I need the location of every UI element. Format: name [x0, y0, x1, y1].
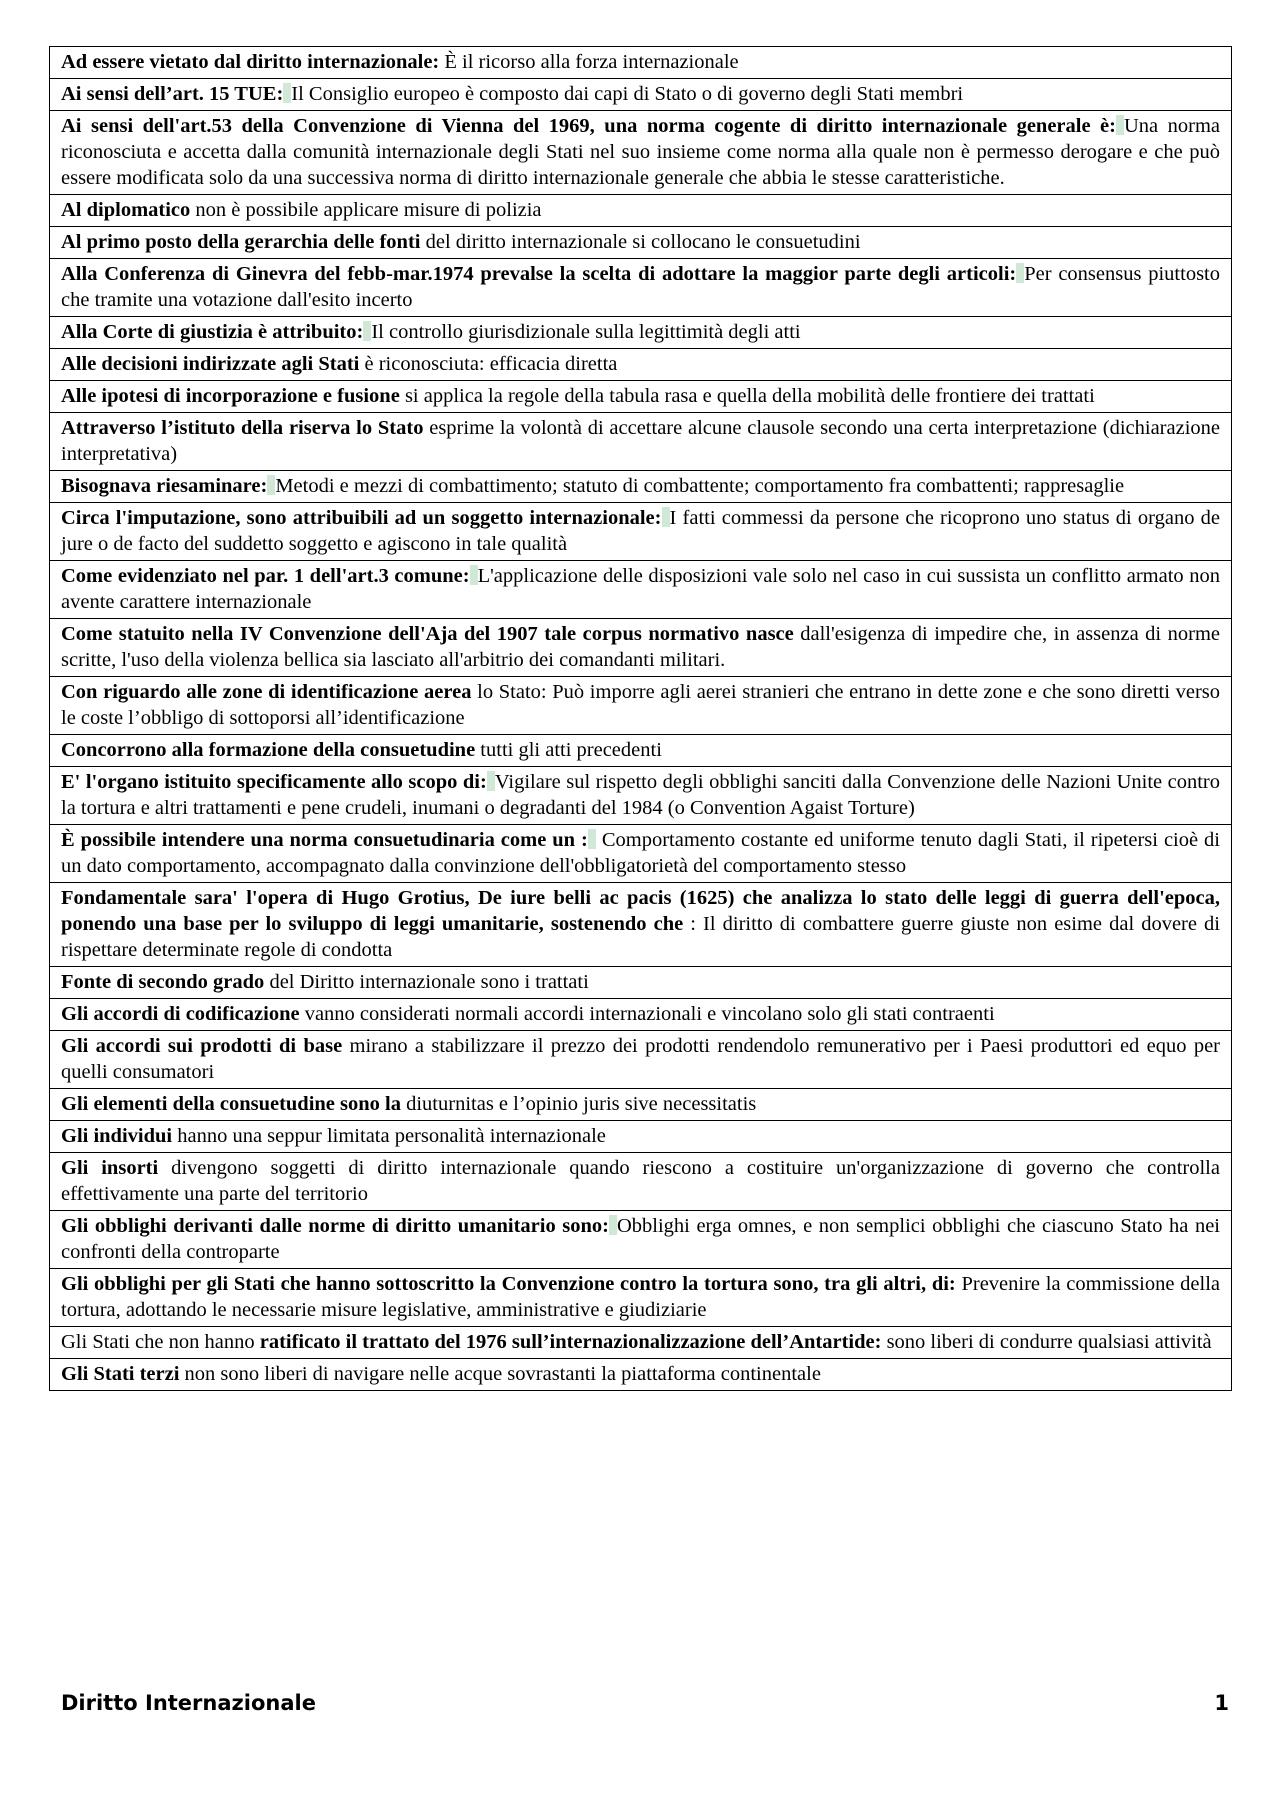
qa-cell	[50, 349, 1232, 381]
question-text: Gli accordi sui prodotti di base	[61, 1035, 343, 1057]
question-text: Ai sensi dell'art.53 della Convenzione di Vienna del 1969, una norma cogente di diritto internazionale generale è:	[61, 115, 1116, 137]
question-text: Come evidenziato nel par. 1 dell'art.3 comune:	[61, 565, 470, 587]
answer-text: divengono soggetti di diritto internazionale quando riescono a costituire un'organizzazione di governo che controlla effettivamente una parte del territorio	[61, 1157, 1220, 1205]
qa-sheet	[49, 46, 1232, 1391]
answer-text: : Il diritto di combattere guerre giuste non esime dal dovere di rispettare determinate regole di condotta	[61, 913, 1220, 961]
question-text: Alle ipotesi di incorporazione e fusione	[61, 385, 400, 407]
qa-cell	[50, 381, 1232, 413]
qa-cell	[50, 619, 1232, 677]
table-row	[50, 619, 1232, 677]
table-row	[50, 561, 1232, 619]
answer-text: si applica la regole della tabula rasa e quella della mobilità delle frontiere dei trattati	[399, 385, 1095, 407]
highlight-marker	[470, 565, 478, 585]
qa-cell	[50, 767, 1232, 825]
table-row	[50, 503, 1232, 561]
table-row	[50, 1269, 1232, 1327]
answer-text: È il ricorso alla forza internazionale	[439, 51, 739, 73]
qa-cell	[50, 1031, 1232, 1089]
table-row	[50, 767, 1232, 825]
table-row	[50, 1359, 1232, 1391]
answer-text: Comportamento costante ed uniforme tenuto dagli Stati, il ripetersi cioè di un dato comportamento, accompagnato dalla convinzione dell'obbligatorietà del comportamento stesso	[61, 829, 1220, 877]
qa-cell	[50, 503, 1232, 561]
footer-title: Diritto Internazionale	[61, 1691, 316, 1715]
table-row	[50, 677, 1232, 735]
table-row	[50, 317, 1232, 349]
question-text: Alle decisioni indirizzate agli Stati	[61, 353, 360, 375]
highlight-marker	[662, 507, 670, 527]
table-row	[50, 79, 1232, 111]
table-row	[50, 259, 1232, 317]
table-row	[50, 1089, 1232, 1121]
question-text: Attraverso l’istituto della riserva lo Stato	[61, 417, 424, 439]
table-row	[50, 1211, 1232, 1269]
answer-text: I fatti commessi da persone che ricoprono uno status di organo de jure o de facto del suddetto soggetto e agiscono in tale qualità	[61, 507, 1221, 555]
question-text: Concorrono alla formazione della consuetudine	[61, 739, 476, 761]
qa-cell	[50, 561, 1232, 619]
table-row	[50, 825, 1232, 883]
qa-cell	[50, 999, 1232, 1031]
question-text: Ad essere vietato dal diritto internazionale:	[61, 51, 440, 73]
question-text: Alla Conferenza di Ginevra del febb-mar.1974 prevalse la scelta di adottare la maggior parte degli articoli:	[61, 263, 1017, 285]
table-row	[50, 47, 1232, 79]
question-text: Come statuito nella IV Convenzione dell'Aja del 1907 tale corpus normativo nasce	[61, 623, 794, 645]
answer-text: L'applicazione delle disposizioni vale solo nel caso in cui sussista un conflitto armato non avente carattere internazionale	[61, 565, 1220, 613]
table-row	[50, 1153, 1232, 1211]
table-row	[50, 111, 1232, 195]
page-number: 1	[1214, 1691, 1229, 1715]
answer-text: non è possibile applicare misure di polizia	[190, 199, 542, 221]
qa-cell	[50, 735, 1232, 767]
answer-text: non sono liberi di navigare nelle acque sovrastanti la piattaforma continentale	[179, 1363, 821, 1385]
table-row	[50, 227, 1232, 259]
question-text: Gli obblighi derivanti dalle norme di diritto umanitario sono:	[61, 1215, 609, 1237]
question-text: ratificato il trattato del 1976 sull’internazionalizzazione dell’Antartide:	[259, 1331, 882, 1353]
qa-cell	[50, 195, 1232, 227]
table-row	[50, 413, 1232, 471]
qa-cell	[50, 47, 1232, 79]
qa-cell	[50, 1089, 1232, 1121]
question-text: E' l'organo istituito specificamente allo scopo di:	[61, 771, 487, 793]
table-row	[50, 195, 1232, 227]
answer-text: sono liberi di condurre qualsiasi attività	[881, 1331, 1212, 1353]
table-row	[50, 967, 1232, 999]
qa-cell	[50, 1153, 1232, 1211]
answer-text: esprime la volontà di accettare alcune clausole secondo una certa interpretazione (dichiarazione interpretativa)	[61, 417, 1220, 465]
qa-cell	[50, 1269, 1232, 1327]
question-text: Gli individui	[61, 1125, 173, 1147]
answer-text: Il controllo giurisdizionale sulla legittimità degli atti	[371, 321, 801, 343]
answer-text: Il Consiglio europeo è composto dai capi di Stato o di governo degli Stati membri	[291, 83, 964, 105]
question-text: Gli obblighi per gli Stati che hanno sottoscritto la Convenzione contro la tortura sono, tra gli altri, di:	[61, 1273, 956, 1295]
answer-text: dall'esigenza di impedire che, in assenza di norme scritte, l'uso della violenza bellica sia lasciato all'arbitrio dei comandanti militari.	[61, 623, 1220, 671]
question-text: Fonte di secondo grado	[61, 971, 265, 993]
qa-cell	[50, 967, 1232, 999]
table-row	[50, 1031, 1232, 1089]
question-text: Fondamentale sara' l'opera di Hugo Grotius, De iure belli ac pacis (1625) che analizza lo stato delle leggi di guerra dell'epoca, ponendo una base per lo sviluppo di leggi umanitarie, sostenendo che	[61, 887, 1220, 935]
qa-cell	[50, 1211, 1232, 1269]
qa-cell	[50, 471, 1232, 503]
question-text: Al diplomatico	[61, 199, 191, 221]
page-footer	[61, 1691, 1229, 1715]
question-text: Con riguardo alle zone di identificazione aerea	[61, 681, 472, 703]
question-text: Gli elementi della consuetudine sono la	[61, 1093, 401, 1115]
table-row	[50, 999, 1232, 1031]
question-text: Gli accordi di codificazione	[61, 1003, 300, 1025]
answer-text: Vigilare sul rispetto degli obblighi sanciti dalla Convenzione delle Nazioni Unite contro la tortura e altri trattamenti e pene crudeli, inumani o degradanti del 1984 (o Convention Agaist Torture)	[61, 771, 1220, 819]
table-row	[50, 883, 1232, 967]
qa-cell	[50, 413, 1232, 471]
answer-text: è riconosciuta: efficacia diretta	[359, 353, 618, 375]
qa-cell	[50, 825, 1232, 883]
question-text: Ai sensi dell’art. 15 TUE:	[61, 83, 284, 105]
question-text: Circa l'imputazione, sono attribuibili ad un soggetto internazionale:	[61, 507, 662, 529]
qa-cell	[50, 1121, 1232, 1153]
answer-text: Obblighi erga omnes, e non semplici obblighi che ciascuno Stato ha nei confronti della controparte	[61, 1215, 1220, 1263]
question-text: Gli insorti	[61, 1157, 159, 1179]
question-text: Al primo posto della gerarchia delle fonti	[61, 231, 421, 253]
answer-text: diuturnitas e l’opinio juris sive necessitatis	[400, 1093, 757, 1115]
qa-cell	[50, 677, 1232, 735]
answer-text: Per consensus piuttosto che tramite una votazione dall'esito incerto	[61, 263, 1221, 311]
highlight-marker	[588, 829, 596, 849]
qa-cell	[50, 227, 1232, 259]
question-text: Alla Corte di giustizia è attribuito:	[61, 321, 364, 343]
answer-text: lo Stato: Può imporre agli aerei stranieri che entrano in dette zone e che sono diretti verso le coste l’obbligo di sottoporsi all’identificazione	[61, 681, 1220, 729]
table-row	[50, 735, 1232, 767]
question-text: Bisognava riesaminare:	[61, 475, 268, 497]
qa-cell	[50, 317, 1232, 349]
table-row	[50, 349, 1232, 381]
highlight-marker	[487, 771, 495, 791]
table-row	[50, 1327, 1232, 1359]
qa-cell	[50, 79, 1232, 111]
answer-text: del Diritto internazionale sono i trattati	[264, 971, 589, 993]
question-text: Gli Stati terzi	[61, 1363, 180, 1385]
table-row	[50, 471, 1232, 503]
answer-text: mirano a stabilizzare il prezzo dei prodotti rendendolo remunerativo per i Paesi produttori ed equo per quelli consumatori	[61, 1035, 1221, 1083]
highlight-marker	[1116, 115, 1124, 135]
answer-text: vanno considerati normali accordi internazionali e vincolano solo gli stati contraenti	[299, 1003, 995, 1025]
answer-text: Metodi e mezzi di combattimento; statuto di combattente; comportamento fra combattenti; rappresaglie	[275, 475, 1125, 497]
qa-cell	[50, 1327, 1232, 1359]
qa-table	[49, 46, 1232, 1391]
answer-text: Una norma riconosciuta e accetta dalla comunità internazionale degli Stati nel suo insieme come norma alla quale non è permesso derogare e che può essere modificata solo da una successiva norma di diritto internazionale generale che abbia le stesse caratteristiche.	[61, 115, 1221, 189]
answer-prefix: Gli Stati che non hanno	[61, 1331, 260, 1353]
qa-cell	[50, 1359, 1232, 1391]
qa-cell	[50, 259, 1232, 317]
question-text: È possibile intendere una norma consuetudinaria come un :	[61, 829, 588, 851]
answer-text: del diritto internazionale si collocano le consuetudini	[420, 231, 861, 253]
answer-text: Prevenire la commissione della tortura, adottando le necessarie misure legislative, amministrative e giudiziarie	[61, 1273, 1220, 1321]
qa-cell	[50, 111, 1232, 195]
qa-cell	[50, 883, 1232, 967]
answer-text: hanno una seppur limitata personalità internazionale	[172, 1125, 606, 1147]
answer-text: tutti gli atti precedenti	[475, 739, 662, 761]
table-row	[50, 381, 1232, 413]
table-row	[50, 1121, 1232, 1153]
highlight-marker	[609, 1215, 617, 1235]
